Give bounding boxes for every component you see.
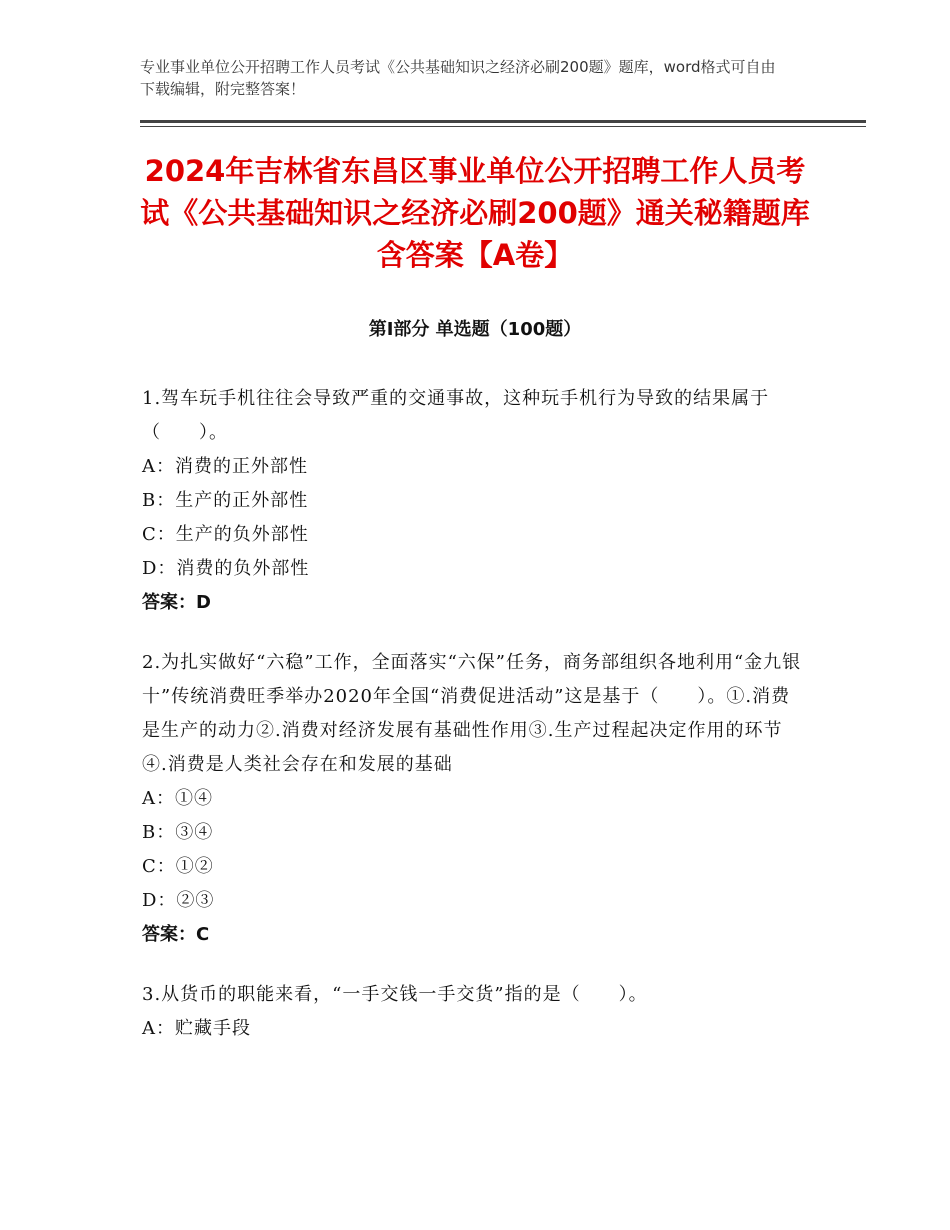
option-b: B：生产的正外部性: [142, 490, 309, 511]
section-heading: 第Ⅰ部分 单选题（100题）: [368, 319, 582, 340]
question-3: [142, 978, 802, 1046]
question-stem: 3.从货币的职能来看，“一手交钱一手交货”指的是（ ）。: [142, 984, 648, 1005]
question-list: [142, 382, 802, 1072]
question-2: [142, 646, 802, 952]
document-title: 2024年吉林省东昌区事业单位公开招聘工作人员考试《公共基础知识之经济必刷200题》通关秘籍题库含答案【A卷】: [140, 154, 810, 272]
question-stem: 1.驾车玩手机往往会导致严重的交通事故，这种玩手机行为导致的结果属于（ ）。: [142, 388, 770, 443]
option-d: D：②③: [142, 890, 215, 911]
option-d: D：消费的负外部性: [142, 558, 310, 579]
header-rule-thick: [140, 120, 866, 123]
header-rule-thin: [140, 126, 866, 127]
option-c: C：生产的负外部性: [142, 524, 309, 545]
option-c: C：①②: [142, 856, 214, 877]
option-a: A：消费的正外部性: [142, 456, 308, 477]
option-b: B：③④: [142, 822, 214, 843]
question-stem: 2.为扎实做好“六稳”工作，全面落实“六保”任务，商务部组织各地利用“金九银十”传统消费旺季举办2020年全国“消费促进活动”这是基于（ ）。①.消费是生产的动力②.消费对经济发展有基础性作用③.生产过程起决定作用的环节④.消费是人类社会存在和发展的基础: [142, 652, 802, 775]
question-1: [142, 382, 802, 620]
option-a: A：①④: [142, 788, 213, 809]
answer: 答案：C: [142, 924, 210, 945]
header-note: 专业事业单位公开招聘工作人员考试《公共基础知识之经济必刷200题》题库，word格式可自由下载编辑，附完整答案！: [140, 58, 776, 98]
option-a: A：贮藏手段: [142, 1018, 251, 1039]
answer: 答案：D: [142, 592, 211, 613]
